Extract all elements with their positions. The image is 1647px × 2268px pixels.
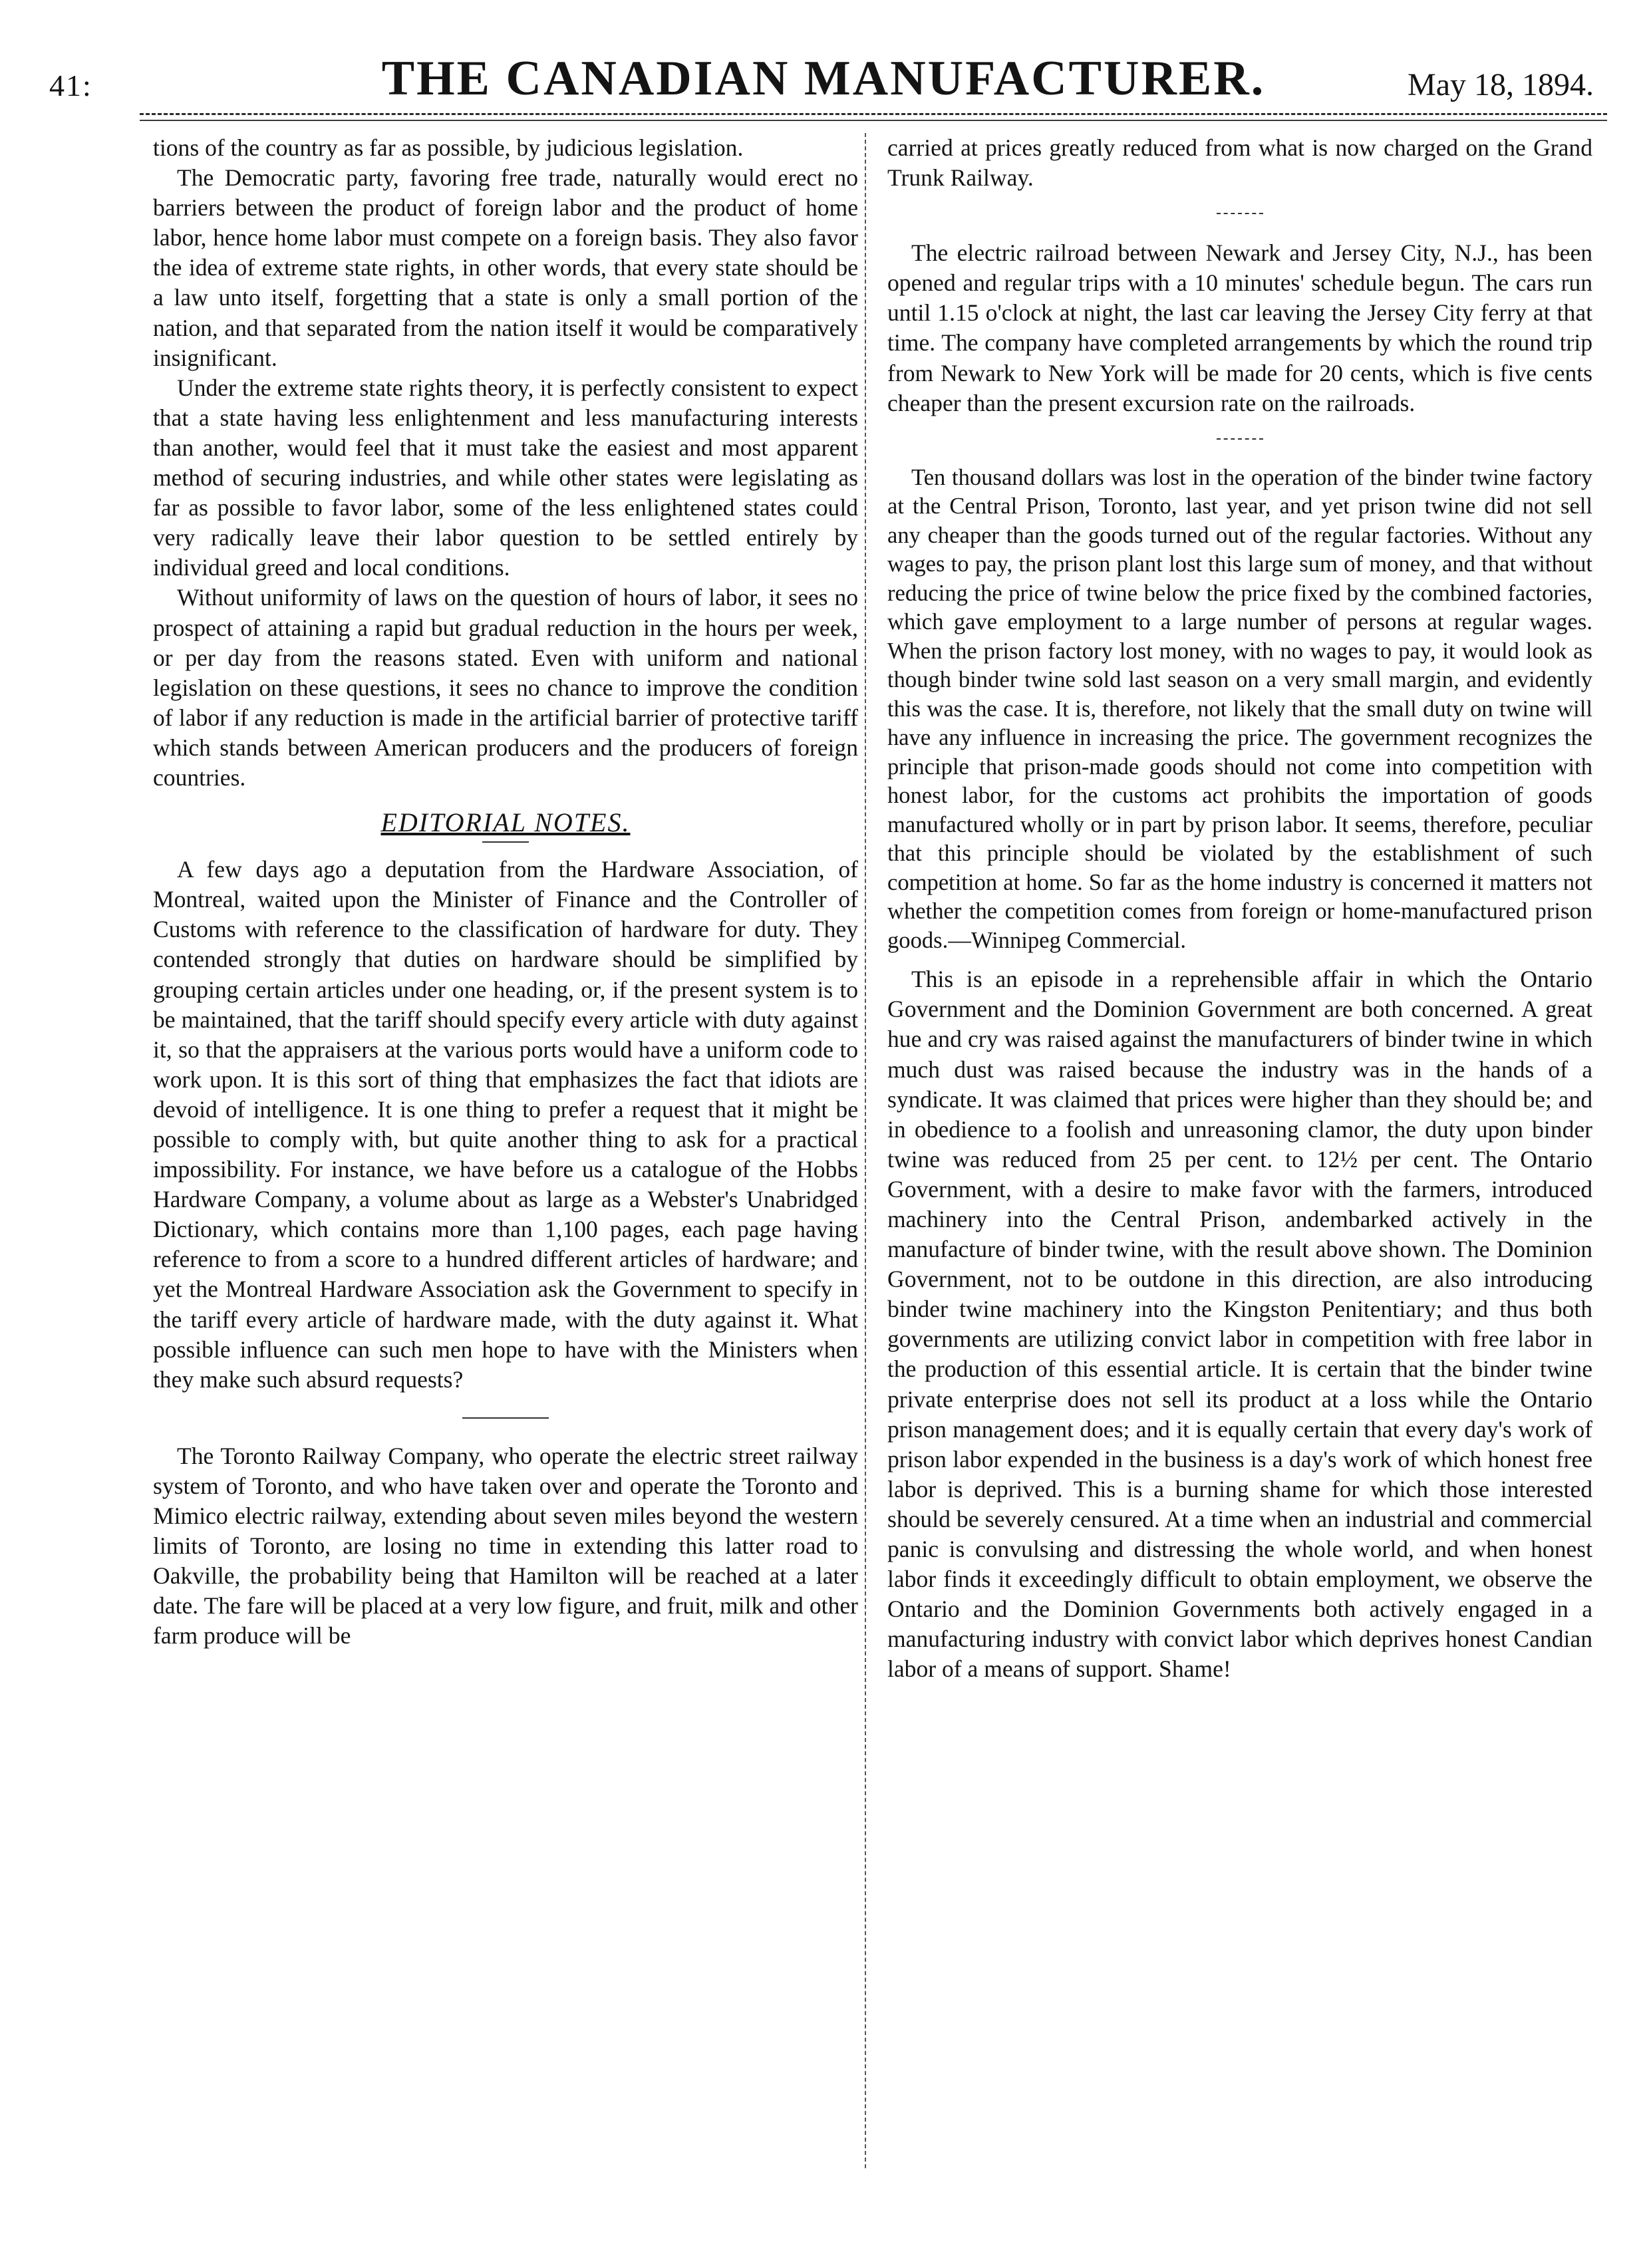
article-separator-rule: [1217, 213, 1263, 214]
paragraph-newark-railroad: The electric railroad between Newark and Jersey City, N.J., has been opened and regular trips with a 10 minutes' schedule begun. The cars run until 1.15 o'clock at night, the last car leaving the Jersey City ferry at that time. The company have completed arrangements by which the round trip from Newark to New York will be made for 20 cents, which is five cents cheaper than the present excursion rate on the railroads.: [887, 239, 1592, 416]
continued-paragraph: tions of the country as far as possible, by judicious legislation.: [153, 134, 744, 161]
issue-date: May 18, 1894.: [1408, 67, 1594, 102]
continued-paragraph-right: carried at prices greatly reduced from what is now charged on the Grand Trunk Railway.: [887, 134, 1592, 192]
article-separator-rule: [462, 1417, 549, 1419]
page-header: [0, 39, 1647, 125]
paragraph-state-rights: Under the extreme state rights theory, it is perfectly consistent to expect that a state having less enlightenment and less manufacturing interests than another, would feel that it must take the easiest and most apparent method of securing industries, and while other states were legislating as far as possible to favor labor, some of the less enlightened states could very radically leave their labor question to be settled entirely by individual greed and local conditions.: [153, 374, 858, 581]
paragraph-toronto-railway: The Toronto Railway Company, who operate the electric street railway system of Toronto, and who have taken over and operate the Toronto and Mimico electric railway, extending about seven miles beyond the western limits of Toronto, are losing no time in extending this latter road to Oakville, the probability being that Hamilton will be reached at a later date. The fare will be placed at a very low figure, and fruit, milk and other farm produce will be: [153, 1442, 858, 1649]
right-column: [887, 133, 1592, 1685]
paragraph-episode: This is an episode in a reprehensible affair in which the Ontario Government and the Dominion Government are both concerned. A great hue and cry was raised against the manufacturers of binder twine in which much dust was raised because the industry was in the hands of a syndicate. It was claimed that prices were higher than they should be; and in obedience to a foolish and unreasoning clamor, the duty upon binder twine was reduced from 25 per cent. to 12½ per cent. The Ontario Government, with a desire to make favor with the farmers, introduced machinery into the Central Prison, andembarked actively in the manufacture of binder twine, with the result above shown. The Dominion Government, not to be outdone in this direction, are also introducing binder twine machinery into the Kingston Penitentiary; and thus both governments are utilizing convict labor in competition with free labor in the production of this essential article. It is certain that the binder twine private enterprise does not sell its product at a loss while the Ontario prison management does; and it is equally certain that every day's work of prison labor expended in the business is a day's work of which honest free labor is deprived. This is a burning shame for which those interested should be severely censured. At a time when an industrial and commercial panic is convulsing and distressing the whole world, and when honest labor finds it exceedingly difficult to obtain employment, we observe the Ontario and the Dominion Governments both actively engaged in a manufacturing industry with convict labor which deprives honest Candian labor of a means of support. Shame!: [887, 966, 1592, 1683]
quoted-paragraph-binder-twine: Ten thousand dollars was lost in the operation of the binder twine factory at the Central Prison, Toronto, last year, and yet prison twine did not sell any cheaper than the goods turned out of the regular factories. Without any wages to pay, the prison plant lost this large sum of money, and that without reducing the price of twine below the price fixed by the combined factories, which gave employment to a large number of persons at regular wages. When the prison factory lost money, with no wages to pay, it would look as though binder twine sold last season on a very small margin, and evidently this was the case. It is, therefore, not likely that the small duty on twine will have any influence in increasing the price. The government recognizes the principle that prison-made goods should not come into competition with honest labor, for the customs act prohibits the importation of goods manufactured wholly or in part by prison labor. It seems, therefore, peculiar that this principle should be violated by the establishment of such competition at home. So far as the home industry is concerned it matters not whether the competition comes from foreign or home-manufactured prison goods.—Winnipeg Commercial.: [887, 464, 1592, 953]
publication-title: THE CANADIAN MANUFACTURER.: [381, 51, 1266, 106]
section-rule: [482, 841, 529, 843]
column-divider: [865, 133, 866, 2168]
article-separator-rule: [1217, 438, 1263, 440]
page-number: 41:: [49, 69, 92, 102]
left-column: [153, 133, 858, 1651]
paragraph-spacer: [887, 955, 1592, 964]
section-heading-editorial-notes: EDITORIAL NOTES.: [380, 807, 631, 838]
paragraph-uniformity-of-laws: Without uniformity of laws on the question of hours of labor, it sees no prospect of attaining a rapid but gradual reduction in the hours per week, or per day from the reasons stated. Even with uniform and national legislation on these questions, it sees no chance to improve the condition of labor if any reduction is made in the artificial barrier of protective tariff which stands between American producers and the producers of foreign countries.: [153, 584, 858, 791]
paragraph-democratic-party: The Democratic party, favoring free trade, naturally would erect no barriers between the product of foreign labor and the product of home labor, hence home labor must compete on a foreign basis. They also favor the idea of extreme state rights, in other words, that every state should be a law unto itself, forgetting that a state is only a small portion of the nation, and that separated from the nation itself it would be comparatively insignificant.: [153, 164, 858, 371]
paragraph-hardware-association: A few days ago a deputation from the Hardware Association, of Montreal, waited upon the Minister of Finance and the Controller of Customs with reference to the classification of hardware for duty. They contended strongly that duties on hardware should be simplified by grouping certain articles under one heading, or, if the present system is to be maintained, that the tariff should specify every article with duty against it, so that the appraisers at the various ports would have a uniform code to work upon. It is this sort of thing that emphasizes the fact that idiots are devoid of intelligence. It is one thing to prefer a request that it might be possible to comply with, but quite another thing to ask for a practical impossibility. For instance, we have before us a catalogue of the Hobbs Hardware Company, a volume about as large as a Webster's Unabridged Dictionary, which contains more than 1,100 pages, each page having reference to from a score to a hundred different articles of hardware; and yet the Montreal Hardware Association ask the Government to specify in the tariff every article of hardware made, with the duty against it. What possible influence can such men hope to have with the Ministers when they make such absurd requests?: [153, 856, 858, 1393]
header-rule-secondary: [140, 120, 1607, 121]
header-rule: [140, 113, 1607, 115]
